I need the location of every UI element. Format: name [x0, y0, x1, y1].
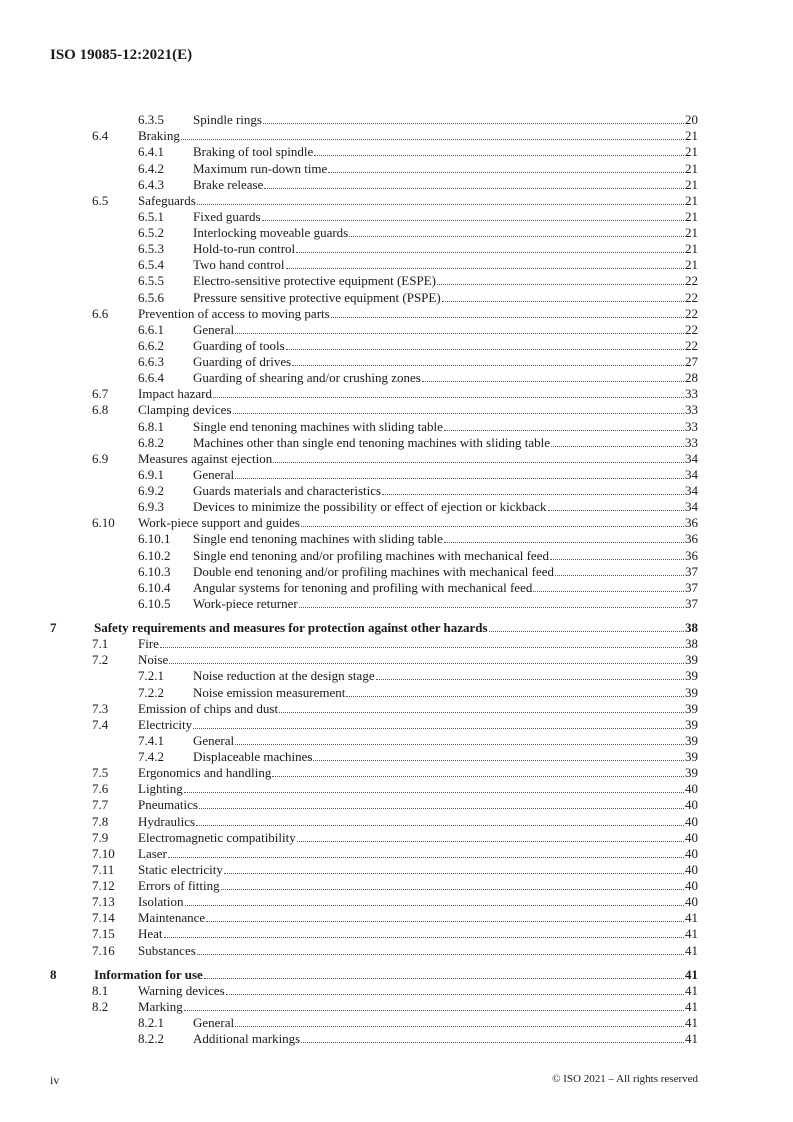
- toc-entry-title: Noise reduction at the design stage: [193, 668, 375, 684]
- toc-entry[interactable]: [50, 717, 698, 733]
- toc-entry-number: 6.4.3: [138, 176, 164, 192]
- toc-entry-number: 6.10.2: [138, 547, 171, 563]
- leader-dots: [286, 268, 684, 269]
- toc-entry-number: 7.11: [92, 861, 115, 877]
- toc-entry-number: 8.1: [92, 982, 109, 998]
- leader-dots: [168, 857, 684, 858]
- toc-entry-number: 6.6.1: [138, 321, 164, 337]
- table-of-contents: [50, 112, 698, 1047]
- leader-dots: [184, 792, 684, 793]
- toc-entry-number: 7.10: [92, 845, 115, 861]
- toc-entry-number: 6.9: [92, 450, 109, 466]
- toc-entry-page: 21: [685, 160, 698, 176]
- toc-entry-number: 7.15: [92, 926, 115, 942]
- toc-entry[interactable]: [50, 596, 698, 612]
- leader-dots: [213, 397, 684, 398]
- leader-dots: [264, 188, 684, 189]
- leader-dots: [444, 542, 684, 543]
- toc-entry-number: 7.4.2: [138, 749, 164, 764]
- toc-entry-title: Angular systems for tenoning and profiling with mechanical feed: [193, 579, 533, 595]
- leader-dots: [555, 575, 684, 576]
- toc-entry-page: 37: [685, 595, 698, 611]
- toc-entry-page: 22: [685, 305, 698, 321]
- toc-entry[interactable]: [50, 370, 698, 386]
- toc-entry-title: Single end tenoning and/or profiling machines with mechanical feed: [193, 547, 549, 563]
- toc-entry-title: Emission of chips and dust: [138, 700, 279, 716]
- toc-entry-number: 7.13: [92, 894, 115, 910]
- toc-entry[interactable]: [50, 668, 698, 684]
- toc-entry-page: 28: [685, 370, 698, 386]
- leader-dots: [331, 317, 684, 318]
- leader-dots: [422, 381, 684, 382]
- toc-entry-title: Noise emission measurement: [193, 684, 346, 700]
- toc-entry-page: 41: [685, 998, 698, 1014]
- toc-entry-number: 6.5.3: [138, 241, 164, 257]
- toc-entry-number: 6.4.1: [138, 144, 164, 160]
- toc-entry-page: 41: [685, 966, 698, 982]
- toc-entry[interactable]: [50, 322, 698, 338]
- toc-entry-number: 6.5.2: [138, 225, 164, 240]
- toc-entry-title: Safety requirements and measures for protection against other hazards: [94, 620, 488, 635]
- toc-entry-page: 38: [685, 620, 698, 635]
- toc-entry-page: 21: [685, 225, 698, 240]
- toc-entry-title: Lighting: [138, 781, 183, 797]
- toc-entry-number: 6.10.5: [138, 595, 171, 611]
- toc-entry-page: 39: [685, 668, 698, 684]
- leader-dots: [296, 252, 684, 253]
- toc-entry-page: 34: [685, 466, 698, 482]
- toc-entry-number: 6.6.3: [138, 354, 164, 369]
- toc-entry-title: Braking of tool spindle: [193, 144, 314, 160]
- toc-entry-page: 39: [685, 716, 698, 732]
- toc-entry-number: 7.3: [92, 700, 109, 716]
- toc-entry[interactable]: [50, 765, 698, 781]
- toc-entry-number: 7.9: [92, 829, 109, 845]
- toc-entry-page: 40: [685, 894, 698, 910]
- leader-dots: [349, 236, 684, 237]
- leader-dots: [160, 647, 684, 648]
- toc-entry-title: Isolation: [138, 894, 184, 910]
- toc-entry[interactable]: [50, 531, 698, 547]
- toc-entry-page: 40: [685, 878, 698, 893]
- leader-dots: [204, 978, 684, 979]
- toc-entry[interactable]: [50, 1031, 698, 1047]
- toc-entry[interactable]: [50, 338, 698, 354]
- toc-entry[interactable]: [50, 910, 698, 926]
- toc-entry-title: Work-piece returner: [193, 595, 298, 611]
- toc-entry-title: Fixed guards: [193, 208, 261, 224]
- toc-entry-page: 40: [685, 781, 698, 797]
- leader-dots: [273, 462, 684, 463]
- toc-entry-number: 7.5: [92, 765, 109, 781]
- toc-entry-title: Spindle rings: [193, 112, 262, 128]
- toc-entry-page: 34: [685, 450, 698, 466]
- toc-entry-page: 34: [685, 483, 698, 498]
- toc-entry[interactable]: [50, 620, 698, 636]
- leader-dots: [489, 631, 684, 632]
- leader-dots: [235, 478, 684, 479]
- toc-entry[interactable]: [50, 942, 698, 958]
- toc-entry[interactable]: [50, 983, 698, 999]
- toc-entry-title: Information for use: [94, 966, 203, 982]
- leader-dots: [301, 526, 684, 527]
- toc-entry[interactable]: [50, 112, 698, 128]
- toc-entry[interactable]: [50, 926, 698, 942]
- toc-entry-number: 7.2: [92, 652, 109, 668]
- toc-entry[interactable]: [50, 128, 698, 144]
- leader-dots: [169, 663, 684, 664]
- leader-dots: [233, 413, 684, 414]
- toc-entry[interactable]: [50, 580, 698, 596]
- toc-entry-page: 39: [685, 652, 698, 668]
- toc-entry-page: 21: [685, 257, 698, 273]
- toc-entry-number: 8.2.1: [138, 1015, 164, 1030]
- toc-entry-page: 39: [685, 732, 698, 748]
- toc-entry[interactable]: [50, 547, 698, 563]
- toc-entry-number: 6.6: [92, 305, 109, 321]
- leader-dots: [299, 607, 684, 608]
- toc-entry-page: 27: [685, 354, 698, 369]
- toc-entry[interactable]: [50, 999, 698, 1015]
- toc-entry-title: Hold-to-run control: [193, 241, 296, 257]
- toc-entry-title: Marking: [138, 998, 183, 1014]
- toc-entry-number: 7.14: [92, 910, 115, 926]
- toc-entry-title: Errors of fitting: [138, 878, 220, 893]
- toc-entry[interactable]: [50, 797, 698, 813]
- toc-entry-page: 37: [685, 563, 698, 579]
- toc-entry-title: Laser: [138, 845, 167, 861]
- leader-dots: [235, 744, 684, 745]
- toc-entry-page: 41: [685, 942, 698, 958]
- toc-entry-title: Prevention of access to moving parts: [138, 305, 330, 321]
- toc-entry-page: 22: [685, 337, 698, 353]
- leader-dots: [313, 760, 684, 761]
- leader-dots: [164, 937, 684, 938]
- toc-entry-number: 6.10: [92, 515, 115, 531]
- leader-dots: [301, 1042, 684, 1043]
- toc-entry[interactable]: [50, 967, 698, 983]
- toc-entry-number: 6.5.4: [138, 257, 164, 273]
- toc-entry-page: 21: [685, 144, 698, 160]
- toc-entry-page: 20: [685, 112, 698, 128]
- toc-entry-number: 6.9.3: [138, 499, 164, 515]
- toc-entry-page: 34: [685, 499, 698, 515]
- copyright-notice: © ISO 2021 – All rights reserved: [552, 1073, 698, 1085]
- toc-entry-page: 21: [685, 208, 698, 224]
- leader-dots: [235, 1026, 684, 1027]
- toc-entry-page: 41: [685, 926, 698, 942]
- leader-dots: [376, 679, 684, 680]
- toc-entry-number: 6.8.2: [138, 434, 164, 450]
- toc-entry-title: Guarding of drives: [193, 354, 292, 369]
- leader-dots: [224, 873, 684, 874]
- toc-entry[interactable]: [50, 193, 698, 209]
- toc-entry-title: Displaceable machines: [193, 749, 313, 764]
- toc-entry-title: Additional markings: [193, 1031, 301, 1047]
- toc-entry-title: Ergonomics and handling: [138, 765, 272, 781]
- toc-entry[interactable]: [50, 451, 698, 467]
- toc-entry-title: Maximum run-down time: [193, 160, 328, 176]
- toc-entry-number: 6.5.5: [138, 273, 164, 289]
- toc-entry-number: 7.4.1: [138, 732, 164, 748]
- toc-entry-title: Braking: [138, 128, 180, 144]
- toc-entry-number: 7.16: [92, 942, 115, 958]
- toc-entry[interactable]: [50, 225, 698, 241]
- toc-entry-title: Clamping devices: [138, 402, 232, 418]
- toc-entry-number: 7: [50, 620, 57, 635]
- toc-entry[interactable]: [50, 241, 698, 257]
- leader-dots: [263, 123, 684, 124]
- toc-entry-number: 7.12: [92, 878, 115, 893]
- toc-entry-title: General: [193, 1015, 235, 1030]
- toc-entry[interactable]: [50, 564, 698, 580]
- toc-entry-number: 6.10.1: [138, 531, 171, 547]
- toc-entry[interactable]: [50, 499, 698, 515]
- toc-entry[interactable]: [50, 386, 698, 402]
- leader-dots: [235, 333, 684, 334]
- toc-entry-title: Warning devices: [138, 982, 225, 998]
- toc-entry-number: 8: [50, 966, 57, 982]
- leader-dots: [548, 510, 684, 511]
- toc-entry-title: Pneumatics: [138, 797, 198, 813]
- leader-dots: [286, 349, 684, 350]
- toc-entry[interactable]: [50, 1015, 698, 1031]
- toc-entry-title: Guarding of shearing and/or crushing zones: [193, 370, 421, 386]
- leader-dots: [346, 696, 684, 697]
- toc-entry-page: 21: [685, 192, 698, 208]
- toc-entry-number: 8.2.2: [138, 1031, 164, 1047]
- toc-entry-title: Fire: [138, 636, 159, 652]
- toc-entry-title: Electricity: [138, 716, 193, 732]
- leader-dots: [328, 172, 684, 173]
- leader-dots: [382, 494, 684, 495]
- toc-entry-number: 7.1: [92, 636, 109, 652]
- toc-entry-page: 37: [685, 579, 698, 595]
- toc-entry-title: Interlocking moveable guards: [193, 225, 349, 240]
- leader-dots: [184, 1010, 684, 1011]
- toc-entry-page: 39: [685, 684, 698, 700]
- toc-entry[interactable]: [50, 160, 698, 176]
- leader-dots: [442, 301, 684, 302]
- toc-entry[interactable]: [50, 636, 698, 652]
- toc-entry-number: 6.8.1: [138, 418, 164, 434]
- toc-entry[interactable]: [50, 846, 698, 862]
- toc-entry-number: 6.7: [92, 386, 109, 402]
- toc-entry[interactable]: [50, 483, 698, 499]
- toc-entry-number: 8.2: [92, 998, 109, 1014]
- toc-entry[interactable]: [50, 830, 698, 846]
- toc-entry-page: 41: [685, 1015, 698, 1030]
- toc-entry-title: Pressure sensitive protective equipment (PSPE): [193, 289, 441, 305]
- leader-dots: [533, 591, 684, 592]
- toc-entry-number: 6.10.4: [138, 579, 171, 595]
- leader-dots: [181, 139, 684, 140]
- toc-entry-number: 7.8: [92, 813, 109, 829]
- leader-dots: [297, 841, 684, 842]
- toc-entry-title: Static electricity: [138, 861, 223, 877]
- toc-entry-number: 7.4: [92, 716, 109, 732]
- toc-entry-title: Measures against ejection: [138, 450, 273, 466]
- toc-entry-number: 6.8: [92, 402, 109, 418]
- toc-entry-number: 6.10.3: [138, 563, 171, 579]
- toc-entry-title: Two hand control: [193, 257, 285, 273]
- toc-entry[interactable]: [50, 144, 698, 160]
- leader-dots: [197, 204, 684, 205]
- toc-entry-number: 6.9.2: [138, 483, 164, 498]
- toc-entry[interactable]: [50, 652, 698, 668]
- toc-entry[interactable]: [50, 467, 698, 483]
- toc-entry[interactable]: [50, 306, 698, 322]
- leader-dots: [262, 220, 684, 221]
- toc-entry-page: 36: [685, 547, 698, 563]
- toc-entry-page: 33: [685, 418, 698, 434]
- toc-entry-number: 6.4.2: [138, 160, 164, 176]
- toc-entry-page: 33: [685, 402, 698, 418]
- toc-entry[interactable]: [50, 418, 698, 434]
- toc-entry-page: 41: [685, 910, 698, 926]
- toc-entry-title: Double end tenoning and/or profiling machines with mechanical feed: [193, 563, 554, 579]
- toc-entry[interactable]: [50, 701, 698, 717]
- toc-entry-number: 6.6.4: [138, 370, 164, 386]
- toc-entry[interactable]: [50, 435, 698, 451]
- leader-dots: [279, 712, 684, 713]
- toc-entry[interactable]: [50, 813, 698, 829]
- leader-dots: [292, 365, 684, 366]
- toc-entry-number: 7.6: [92, 781, 109, 797]
- toc-entry-title: Devices to minimize the possibility or effect of ejection or kickback: [193, 499, 547, 515]
- leader-dots: [193, 728, 684, 729]
- leader-dots: [206, 921, 684, 922]
- toc-entry-page: 40: [685, 813, 698, 829]
- toc-entry-title: General: [193, 732, 235, 748]
- toc-entry-number: 6.6.2: [138, 337, 164, 353]
- toc-entry-page: 22: [685, 321, 698, 337]
- toc-entry-title: Work-piece support and guides: [138, 515, 300, 531]
- toc-entry-page: 40: [685, 861, 698, 877]
- leader-dots: [221, 889, 684, 890]
- toc-entry[interactable]: [50, 515, 698, 531]
- leader-dots: [272, 776, 684, 777]
- toc-entry-page: 40: [685, 829, 698, 845]
- page-number: iv: [50, 1073, 60, 1087]
- toc-entry-number: 6.3.5: [138, 112, 164, 128]
- toc-entry-title: Noise: [138, 652, 169, 668]
- toc-entry-title: Impact hazard: [138, 386, 212, 402]
- toc-entry-title: Substances: [138, 942, 196, 958]
- leader-dots: [550, 559, 684, 560]
- leader-dots: [444, 430, 684, 431]
- toc-entry-number: 6.5.6: [138, 289, 164, 305]
- toc-entry-number: 6.5.1: [138, 208, 164, 224]
- toc-entry[interactable]: [50, 749, 698, 765]
- toc-entry-number: 7.7: [92, 797, 109, 813]
- toc-entry-title: Single end tenoning machines with sliding table: [193, 531, 443, 547]
- toc-entry-number: 7.2.2: [138, 684, 164, 700]
- toc-entry-page: 39: [685, 765, 698, 781]
- toc-entry-page: 21: [685, 241, 698, 257]
- toc-entry[interactable]: [50, 894, 698, 910]
- toc-entry-title: Electromagnetic compatibility: [138, 829, 296, 845]
- toc-entry[interactable]: [50, 209, 698, 225]
- toc-entry[interactable]: [50, 257, 698, 273]
- toc-entry-title: Guarding of tools: [193, 337, 285, 353]
- toc-entry-title: Heat: [138, 926, 163, 942]
- leader-dots: [437, 284, 684, 285]
- toc-entry-number: 6.9.1: [138, 466, 164, 482]
- toc-entry-page: 41: [685, 1031, 698, 1047]
- toc-entry-title: Machines other than single end tenoning machines with sliding table: [193, 434, 551, 450]
- toc-entry-title: Hydraulics: [138, 813, 196, 829]
- toc-entry-page: 40: [685, 797, 698, 813]
- leader-dots: [185, 905, 685, 906]
- document-id-header: ISO 19085-12:2021(E): [50, 47, 193, 63]
- toc-entry-page: 22: [685, 289, 698, 305]
- toc-entry-page: 36: [685, 515, 698, 531]
- toc-entry[interactable]: [50, 781, 698, 797]
- leader-dots: [314, 155, 684, 156]
- toc-entry-title: Electro-sensitive protective equipment (ESPE): [193, 273, 436, 289]
- leader-dots: [551, 446, 684, 447]
- toc-entry[interactable]: [50, 177, 698, 193]
- toc-entry-page: 22: [685, 273, 698, 289]
- toc-entry-number: 6.5: [92, 192, 109, 208]
- toc-entry-title: Single end tenoning machines with sliding table: [193, 418, 443, 434]
- toc-entry-page: 21: [685, 176, 698, 192]
- toc-entry-page: 40: [685, 845, 698, 861]
- toc-entry[interactable]: [50, 862, 698, 878]
- toc-entry-page: 33: [685, 434, 698, 450]
- leader-dots: [226, 994, 684, 995]
- toc-entry-page: 39: [685, 700, 698, 716]
- toc-entry-page: 21: [685, 128, 698, 144]
- toc-entry-title: Maintenance: [138, 910, 206, 926]
- toc-entry-page: 39: [685, 749, 698, 764]
- toc-entry[interactable]: [50, 354, 698, 370]
- toc-entry-page: 41: [685, 982, 698, 998]
- toc-entry[interactable]: [50, 402, 698, 418]
- toc-entry-number: 6.4: [92, 128, 109, 144]
- toc-entry-number: 7.2.1: [138, 668, 164, 684]
- toc-entry-page: 36: [685, 531, 698, 547]
- toc-entry-title: General: [193, 321, 235, 337]
- toc-entry[interactable]: [50, 733, 698, 749]
- toc-entry-title: General: [193, 466, 235, 482]
- toc-entry-page: 38: [685, 636, 698, 652]
- toc-entry-page: 33: [685, 386, 698, 402]
- toc-entry[interactable]: [50, 684, 698, 700]
- toc-entry-title: Guards materials and characteristics: [193, 483, 382, 498]
- leader-dots: [199, 808, 684, 809]
- leader-dots: [197, 954, 684, 955]
- toc-entry[interactable]: [50, 289, 698, 305]
- toc-entry-title: Safeguards: [138, 192, 196, 208]
- toc-entry[interactable]: [50, 878, 698, 894]
- toc-entry[interactable]: [50, 273, 698, 289]
- leader-dots: [196, 825, 684, 826]
- toc-entry-title: Brake release: [193, 176, 264, 192]
